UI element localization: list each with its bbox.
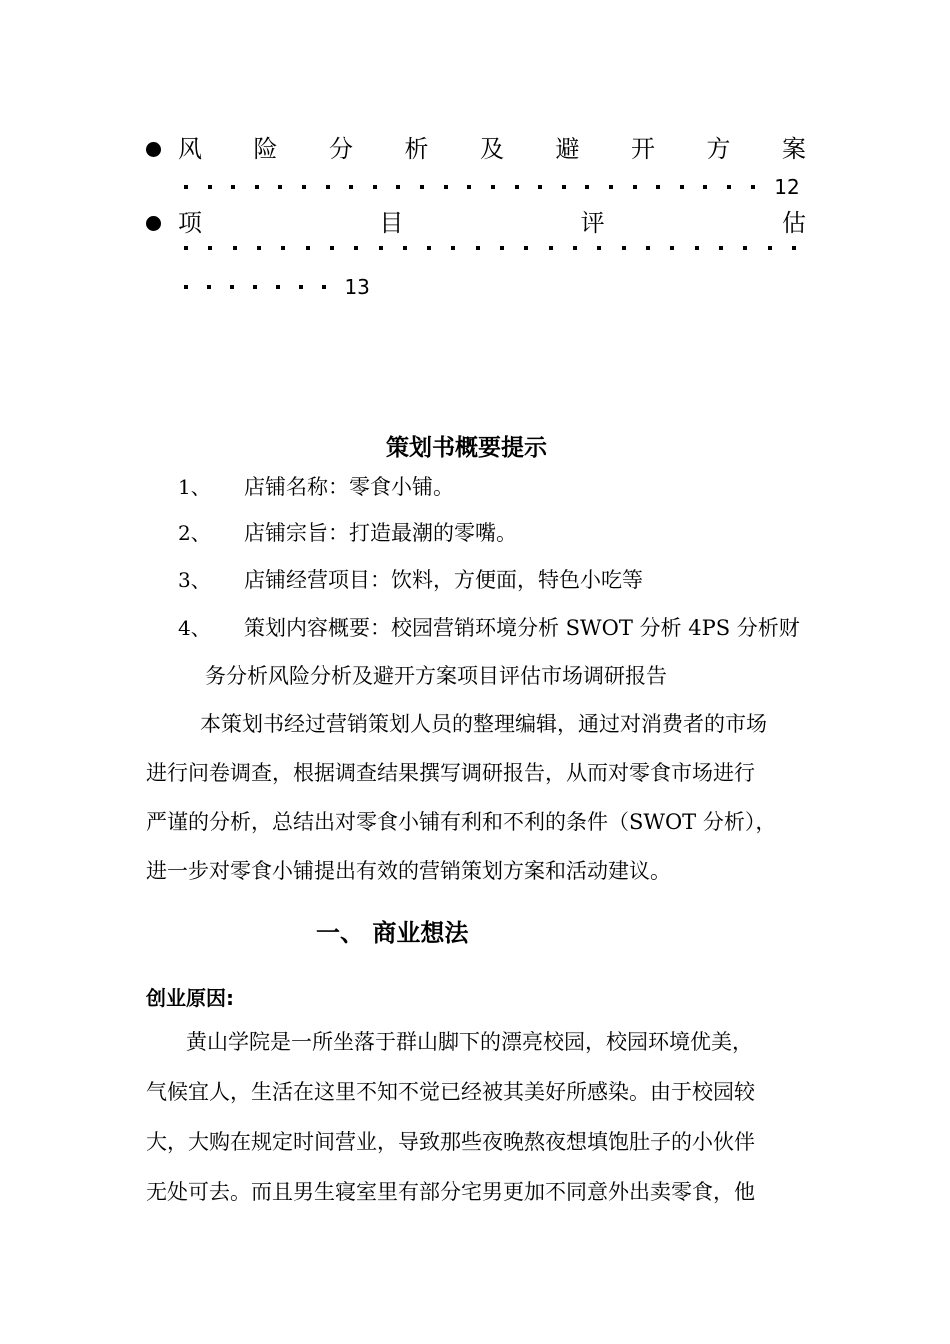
leader-dot bbox=[538, 185, 542, 189]
toc-char: 评 bbox=[580, 209, 605, 237]
leader-dot bbox=[597, 246, 601, 250]
toc-item-1-page[interactable]: 12 bbox=[774, 175, 800, 199]
paragraph-line: 进一步对零食小铺提出有效的营销策划方案和活动建议。 bbox=[146, 859, 671, 883]
leader-dot bbox=[670, 246, 674, 250]
leader-dot bbox=[562, 185, 566, 189]
summary-item-4-text: 策划内容概要：校园营销环境分析 SWOT 分析 4PS 分析财 bbox=[244, 616, 800, 640]
leader-dot bbox=[306, 246, 310, 250]
toc-char: 开 bbox=[631, 135, 655, 163]
leader-dot bbox=[322, 285, 326, 289]
bullet-icon bbox=[146, 142, 161, 157]
toc-char: 风 bbox=[178, 135, 202, 163]
leader-dot bbox=[349, 185, 353, 189]
leader-dot bbox=[208, 246, 212, 250]
toc-char: 险 bbox=[253, 135, 278, 163]
toc-char: 目 bbox=[379, 209, 404, 237]
summary-title: 策划书概要提示 bbox=[386, 435, 547, 461]
summary-item-1-text: 店铺名称：零食小铺。 bbox=[244, 475, 454, 499]
leader-dot bbox=[231, 185, 235, 189]
leader-dot bbox=[257, 246, 261, 250]
toc-char: 避 bbox=[555, 135, 580, 163]
leader-dot bbox=[184, 185, 188, 189]
summary-item-1-num: 1、 bbox=[178, 475, 211, 499]
summary-item-3-num: 3、 bbox=[178, 568, 211, 592]
toc-char: 析 bbox=[404, 135, 429, 163]
leader-dot bbox=[451, 246, 455, 250]
toc-item-2-page[interactable]: 13 bbox=[344, 275, 370, 299]
toc-item-2-leader-cont bbox=[184, 274, 370, 300]
leader-dot bbox=[695, 246, 699, 250]
toc-item-1-title[interactable] bbox=[178, 134, 806, 164]
leader-dot bbox=[792, 246, 796, 250]
leader-dot bbox=[278, 185, 282, 189]
leader-dot bbox=[299, 285, 303, 289]
leader-dot bbox=[253, 285, 257, 289]
leader-dot bbox=[703, 185, 707, 189]
toc-char: 方 bbox=[706, 135, 731, 163]
leader-dot bbox=[230, 285, 234, 289]
leader-dot bbox=[302, 185, 306, 189]
bullet-icon bbox=[146, 216, 161, 231]
leader-dot bbox=[330, 246, 334, 250]
leader-dot bbox=[467, 185, 471, 189]
summary-item-4-num: 4、 bbox=[178, 616, 211, 640]
leader-dot bbox=[491, 185, 495, 189]
paragraph-line: 气候宜人，生活在这里不知不觉已经被其美好所感染。由于校园较 bbox=[146, 1080, 755, 1104]
leader-dot bbox=[444, 185, 448, 189]
leader-dot bbox=[680, 185, 684, 189]
toc-char: 项 bbox=[178, 209, 202, 237]
leader-dot bbox=[373, 185, 377, 189]
leader-dot bbox=[420, 185, 424, 189]
leader-dot bbox=[427, 246, 431, 250]
leader-dot bbox=[743, 246, 747, 250]
leader-dot bbox=[276, 285, 280, 289]
paragraph-line: 进行问卷调查，根据调查结果撰写调研报告，从而对零食市场进行 bbox=[146, 761, 755, 785]
section-title: 一、 商业想法 bbox=[316, 919, 469, 947]
leader-dot bbox=[751, 185, 755, 189]
leader-dot bbox=[476, 246, 480, 250]
leader-dot bbox=[326, 185, 330, 189]
summary-item-3-text: 店铺经营项目：饮料，方便面，特色小吃等 bbox=[244, 568, 643, 592]
paragraph-line: 严谨的分析，总结出对零食小铺有利和不利的条件（SWOT 分析）， bbox=[146, 810, 777, 834]
leader-dot bbox=[500, 246, 504, 250]
leader-dot bbox=[656, 185, 660, 189]
leader-dot bbox=[609, 185, 613, 189]
paragraph-line: 黄山学院是一所坐落于群山脚下的漂亮校园，校园环境优美， bbox=[186, 1030, 753, 1054]
leader-dot bbox=[354, 246, 358, 250]
leader-dot bbox=[207, 285, 211, 289]
leader-dot bbox=[768, 246, 772, 250]
leader-dot bbox=[396, 185, 400, 189]
toc-char: 估 bbox=[781, 209, 806, 237]
paragraph-line: 大，大购在规定时间营业，导致那些夜晚熬夜想填饱肚子的小伙伴 bbox=[146, 1130, 755, 1154]
toc-item-2-title[interactable] bbox=[178, 208, 806, 238]
summary-item-4-continued: 务分析风险分析及避开方案项目评估市场调研报告 bbox=[205, 664, 667, 688]
leader-dot bbox=[403, 246, 407, 250]
leader-dot bbox=[184, 246, 188, 250]
paragraph-line: 无处可去。而且男生寝室里有部分宅男更加不同意外出卖零食，他 bbox=[146, 1180, 755, 1204]
toc-char: 分 bbox=[329, 135, 353, 163]
leader-dot bbox=[573, 246, 577, 250]
leader-dot bbox=[255, 185, 259, 189]
leader-dot bbox=[549, 246, 553, 250]
section-subheading: 创业原因: bbox=[146, 986, 234, 1010]
toc-item-1-leader bbox=[184, 174, 800, 200]
leader-dot bbox=[233, 246, 237, 250]
leader-dot bbox=[646, 246, 650, 250]
toc-char: 案 bbox=[782, 135, 806, 163]
paragraph-line: 本策划书经过营销策划人员的整理编辑，通过对消费者的市场 bbox=[200, 712, 767, 736]
leader-dot bbox=[633, 185, 637, 189]
leader-dot bbox=[585, 185, 589, 189]
toc-item-2-leader bbox=[184, 246, 796, 250]
toc-char: 及 bbox=[480, 135, 504, 163]
leader-dot bbox=[524, 246, 528, 250]
leader-dot bbox=[515, 185, 519, 189]
leader-dot bbox=[184, 285, 188, 289]
leader-dot bbox=[208, 185, 212, 189]
leader-dot bbox=[719, 246, 723, 250]
summary-item-2-text: 店铺宗旨：打造最潮的零嘴。 bbox=[244, 521, 517, 545]
leader-dot bbox=[379, 246, 383, 250]
leader-dot bbox=[281, 246, 285, 250]
leader-dot bbox=[622, 246, 626, 250]
summary-item-2-num: 2、 bbox=[178, 521, 211, 545]
leader-dot bbox=[727, 185, 731, 189]
